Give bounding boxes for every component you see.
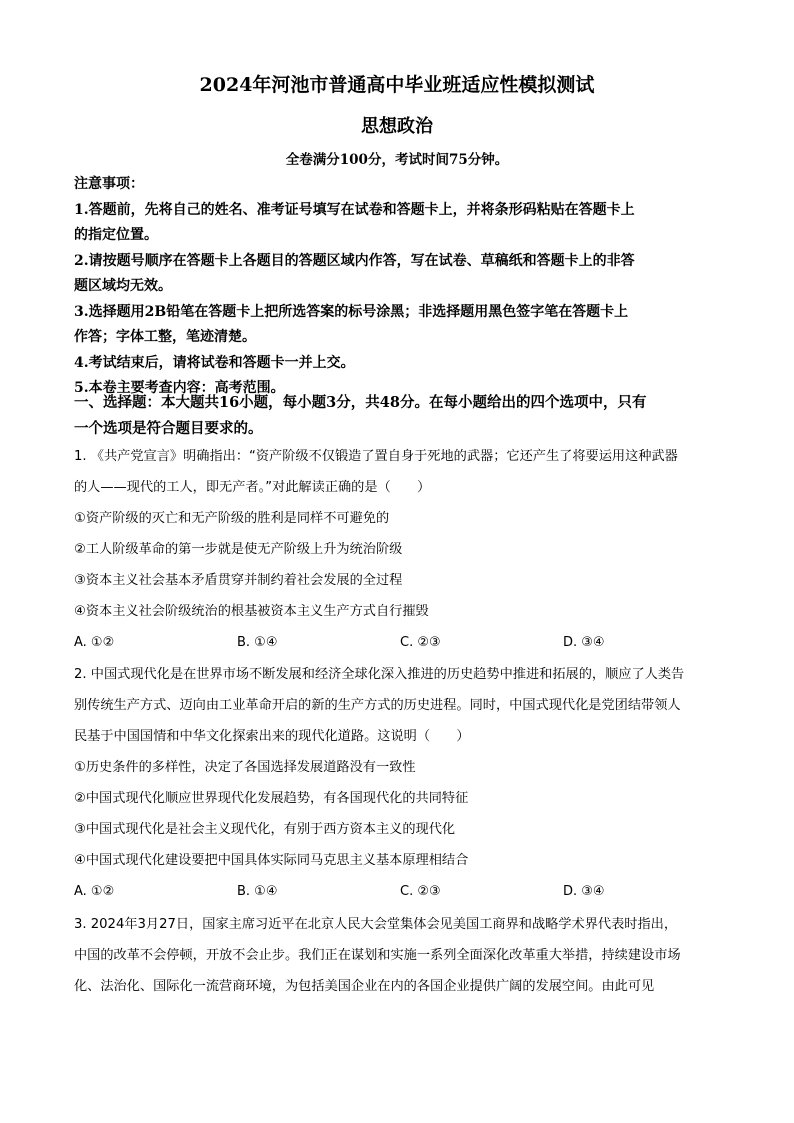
question-item: ①历史条件的多样性，决定了各国选择发展道路没有一致性 — [74, 760, 416, 775]
question-stem: 民基于中国国情和中华文化探索出来的现代化道路。这说明（ ） — [74, 729, 470, 744]
option-d: D. ③④ — [563, 635, 605, 650]
question-stem: 2. 中国式现代化是在世界市场不断发展和经济全球化深入推进的历史趋势中推进和拓展的，顺应了人类告 — [74, 667, 685, 682]
question-item: ④中国式现代化建设要把中国具体实际同马克思主义基本原理相结合 — [74, 853, 469, 868]
instruction-line: 5.本卷主要考查内容：高考范围。 — [74, 380, 285, 396]
option-c: C. ②③ — [400, 884, 441, 899]
question-item: ③中国式现代化是社会主义现代化，有别于西方资本主义的现代化 — [74, 822, 456, 837]
instruction-line: 3.选择题用2B铅笔在答题卡上把所选答案的标号涂黑；非选择题用黑色签字笔在答题卡上 — [74, 303, 629, 320]
instruction-line: 题区域均无效。 — [74, 278, 172, 294]
question-item: ②中国式现代化顺应世界现代化发展趋势，有各国现代化的共同特征 — [74, 791, 469, 806]
option-d: D. ③④ — [563, 884, 605, 899]
instruction-line: 4.考试结束后，请将试卷和答题卡一并上交。 — [74, 354, 355, 371]
section-heading — [74, 390, 724, 442]
question-item: ④资本主义社会阶级统治的根基被资本主义生产方式自行摧毁 — [74, 604, 429, 619]
option-a: A. ①② — [74, 635, 115, 650]
question-stem: 3. 2024年3月27日，国家主席习近平在北京人民大会堂集体会见美国工商界和战略学术界代表时指出， — [74, 917, 678, 932]
instruction-line: 的指定位置。 — [74, 227, 158, 243]
instruction-line: 1.答题前，先将自己的姓名、准考证号填写在试卷和答题卡上，并将条形码粘贴在答题卡上 — [74, 201, 635, 218]
section-line: 一、选择题：本大题共16小题，每小题3分，共48分。在每小题给出的四个选项中，只有 — [74, 394, 647, 411]
question-item: ②工人阶级革命的第一步就是使无产阶级上升为统治阶级 — [74, 542, 403, 557]
instructions-heading: 注意事项： — [74, 176, 144, 192]
option-c: C. ②③ — [400, 635, 441, 650]
instructions-block — [74, 172, 724, 402]
question-stem: 中国的改革不会停顿，开放不会止步。我们正在谋划和实施一系列全面深化改革重大举措，持续建设市场 — [74, 948, 681, 963]
question-stem: 1. 《共产党宣言》明确指出：“资产阶级不仅锻造了置自身于死地的武器；它还产生了将要运用这种武器 — [74, 449, 678, 464]
score-time-line: 全卷满分100分，考试时间75分钟。 — [285, 152, 509, 168]
instruction-line: 作答；字体工整，笔迹清楚。 — [74, 329, 256, 345]
option-b: B. ①④ — [237, 884, 278, 899]
question-1 — [74, 441, 734, 658]
option-a: A. ①② — [74, 884, 115, 899]
instruction-line: 2.请按题号顺序在答题卡上各题目的答题区域内作答，写在试卷、草稿纸和答题卡上的非答 — [74, 252, 635, 269]
question-item: ①资产阶级的灭亡和无产阶级的胜利是同样不可避免的 — [74, 511, 390, 526]
option-b: B. ①④ — [237, 635, 278, 650]
question-item: ③资本主义社会基本矛盾贯穿并制约着社会发展的全过程 — [74, 573, 403, 588]
answer-options — [74, 876, 734, 907]
exam-title: 2024年河池市普通高中毕业班适应性模拟测试 — [199, 74, 595, 96]
question-stem: 别传统生产方式、迈向由工业革命开启的新的生产方式的历史进程。同时，中国式现代化是党团结带领人 — [74, 698, 681, 713]
question-stem: 的人——现代的工人，即无产者。”对此解读正确的是（ ） — [74, 480, 431, 495]
section-line: 一个选项是符合题目要求的。 — [74, 420, 263, 437]
subject-title: 思想政治 — [361, 116, 433, 137]
question-2 — [74, 659, 734, 907]
question-3 — [74, 909, 734, 1002]
answer-options — [74, 627, 734, 658]
question-stem: 化、法治化、国际化一流营商环境，为包括美国企业在内的各国企业提供广阔的发展空间。由此可见 — [74, 979, 655, 994]
